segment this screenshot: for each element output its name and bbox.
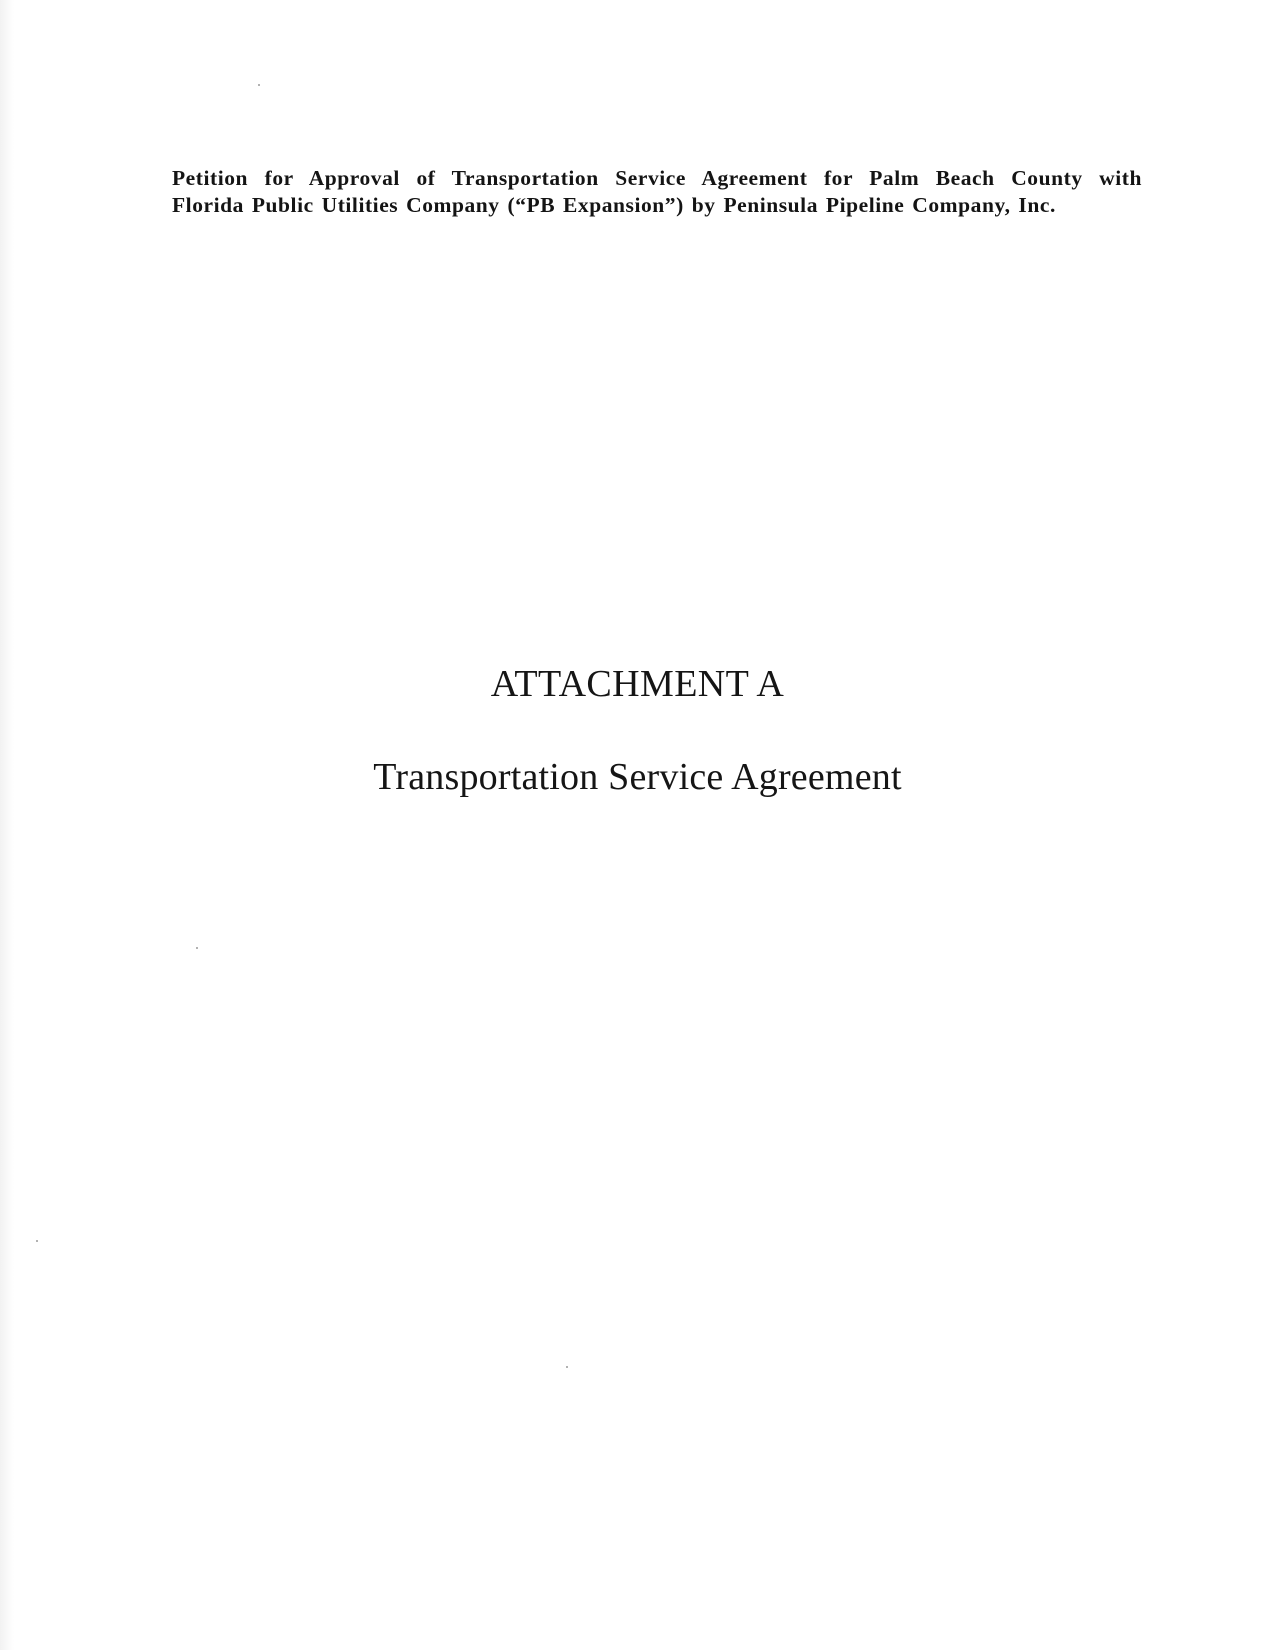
scan-speck [196,947,198,949]
scan-speck [258,84,260,86]
petition-header-line-2: Florida Public Utilities Company (“PB Expansion”) by Peninsula Pipeline Company, Inc. [172,193,1056,217]
petition-header [172,165,1142,219]
scan-speck [566,1366,568,1368]
petition-header-line-1: Petition for Approval of Transportation Service Agreement for Palm Beach County with [172,166,1142,190]
attachment-subtitle: Transportation Service Agreement [373,756,902,798]
scan-edge-shadow [0,0,14,1650]
attachment-title: ATTACHMENT A [490,663,785,705]
scan-speck [36,1240,38,1242]
